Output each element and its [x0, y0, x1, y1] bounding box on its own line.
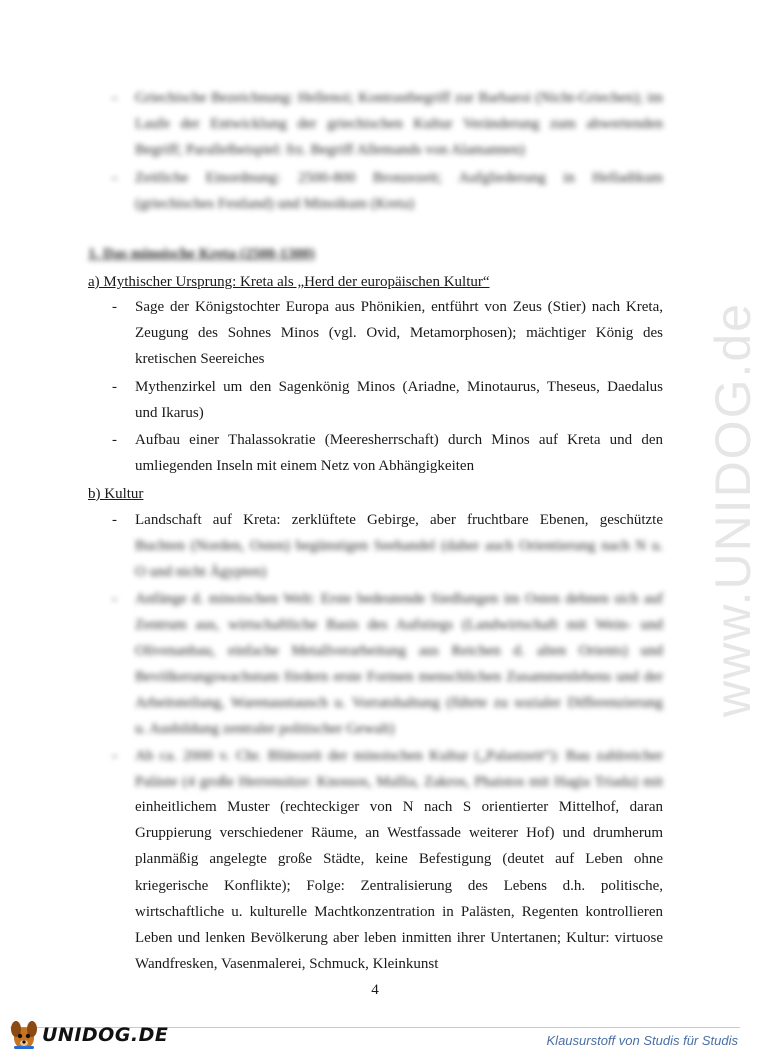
subsection-a-heading: a) Mythischer Ursprung: Kreta als „Herd der europäischen Kultur“: [88, 274, 490, 290]
bullet-dash: -: [112, 299, 117, 315]
bullet-dash: -: [112, 432, 117, 448]
footer-slogan: Klausurstoff von Studis für Studis: [546, 1033, 738, 1048]
a-item2-line1: Mythenzirkel um den Sagenkönig Minos (Ariadne, Minotaurus, Theseus, Daedalus: [135, 379, 663, 395]
b-item2-blur-line6: u. Ausbildung zentraler politischer Gewalt): [135, 721, 395, 737]
b-item1-blur-line1: Buchten (Norden, Osten) begünstigen Seehandel (daher auch Orientierung nach N u.: [135, 538, 663, 554]
intro-item2-line1: Zeitliche Einordnung: 2500-800 Bronzezeit; Aufgliederung in Helladikum: [135, 170, 663, 186]
bullet-dash: -: [112, 591, 117, 607]
b-item2-blur-line1: Anfänge d. minoischen Welt: Erste bedeutende Siedlungen im Osten dehnen sich auf: [135, 591, 663, 607]
a-item3-line1: Aufbau einer Thalassokratie (Meeresherrschaft) durch Minos auf Kreta und den: [135, 432, 663, 448]
b-item2-blur-line4: Bevölkerungswachstum fördern erste Formen menschlichen Zusammenlebens und der: [135, 669, 663, 685]
bullet-dash: -: [112, 90, 117, 106]
b-item3-line7: Wandfresken, Vasenmalerei, Schmuck, Kleinkunst: [135, 956, 439, 972]
b-item3-line4: kriegerische Konflikte); Folge: Zentralisierung des Lebens d.h. politische,: [135, 878, 663, 894]
intro-item1-line2: Laufe der Entwicklung der griechischen Kultur Veränderung zum abwertenden: [135, 116, 663, 132]
b-item1-blur-line2: O und nicht Ägypten): [135, 564, 267, 580]
b-item3-line6: Leben und lenken Bevölkerung aber leben inmitten ihrer Untertanen; Kultur: virtuose: [135, 930, 663, 946]
watermark: www.UNIDOG.de: [705, 302, 761, 718]
a-item2-line2: und Ikarus): [135, 405, 204, 421]
subsection-b-heading: b) Kultur: [88, 486, 144, 502]
unidog-logo[interactable]: [8, 1018, 169, 1054]
b-item2-blur-line2: Zentrum aus, wirtschaftliche Basis des Aufstiegs (Landwirtschaft mit Wein- und: [135, 617, 663, 633]
b-item3-line2: Gruppierung verschiedener Räume, an Westfassade weiterer Hof) und drumherum: [135, 825, 663, 841]
logo-text: UNIDOG.DE: [42, 1024, 169, 1046]
b-item3-blur-line2: Paläste (4 große Herrensitze: Knossos, Mallia, Zakros, Phaistos mit Hagia Triada) mit: [135, 774, 663, 790]
a-item3-line2: umliegenden Inseln mit einem Netz von Abhängigkeiten: [135, 458, 475, 474]
bullet-dash: -: [112, 748, 117, 764]
bullet-dash: -: [112, 379, 117, 395]
b-item1-line1: Landschaft auf Kreta: zerklüftete Gebirge, aber fruchtbare Ebenen, geschützte: [135, 512, 663, 528]
a-item1-line1: Sage der Königstochter Europa aus Phönikien, entführt von Zeus (Stier) nach Kreta,: [135, 299, 663, 315]
intro-item2-line2: (griechisches Festland) und Minoikum (Kreta): [135, 196, 415, 212]
a-item1-line3: kretischen Seereiches: [135, 351, 265, 367]
intro-item1-line1: Griechische Bezeichnung: Hellenoi; Kontrastbegriff zur Barbaroi (Nicht-Griechen); im: [135, 90, 663, 106]
b-item3-line3: planmäßig angelegte große Städte, keine Befestigung (deutet auf Leben ohne: [135, 851, 663, 867]
b-item3-line5: wirtschaftliche u. kulturelle Machtkonzentration in Palästen, Regenten kontrollieren: [135, 904, 663, 920]
b-item2-blur-line3: Olivenanbau, einfache Metallverarbeitung aus Reichen d. alten Orients) und: [135, 643, 663, 659]
b-item3-line1: einheitlichem Muster (rechteckiger von N nach S orientierter Mittelhof, daran: [135, 799, 663, 815]
bullet-dash: -: [112, 170, 117, 186]
intro-item1-line3: Begriff; Parallelbeispiel: frz. Begriff Allemands von Alamannen): [135, 142, 525, 158]
dog-icon: [8, 1018, 42, 1054]
b-item3-blur-line1: Ab ca. 2000 v. Chr. Blütezeit der minoischen Kultur („Palastzeit“): Bau zahlreicher: [135, 748, 663, 764]
section-heading: 1. Das minoische Kreta (2500-1300): [88, 246, 315, 262]
bullet-dash: -: [112, 512, 117, 528]
a-item1-line2: Zeugung des Sohnes Minos (vgl. Ovid, Metamorphosen); mächtiger König des: [135, 325, 663, 341]
page-number: 4: [371, 982, 379, 998]
b-item2-blur-line5: Arbeitsteilung, Warenaustausch u. Vorratshaltung (führte zu sozialer Differenzierung: [135, 695, 663, 711]
